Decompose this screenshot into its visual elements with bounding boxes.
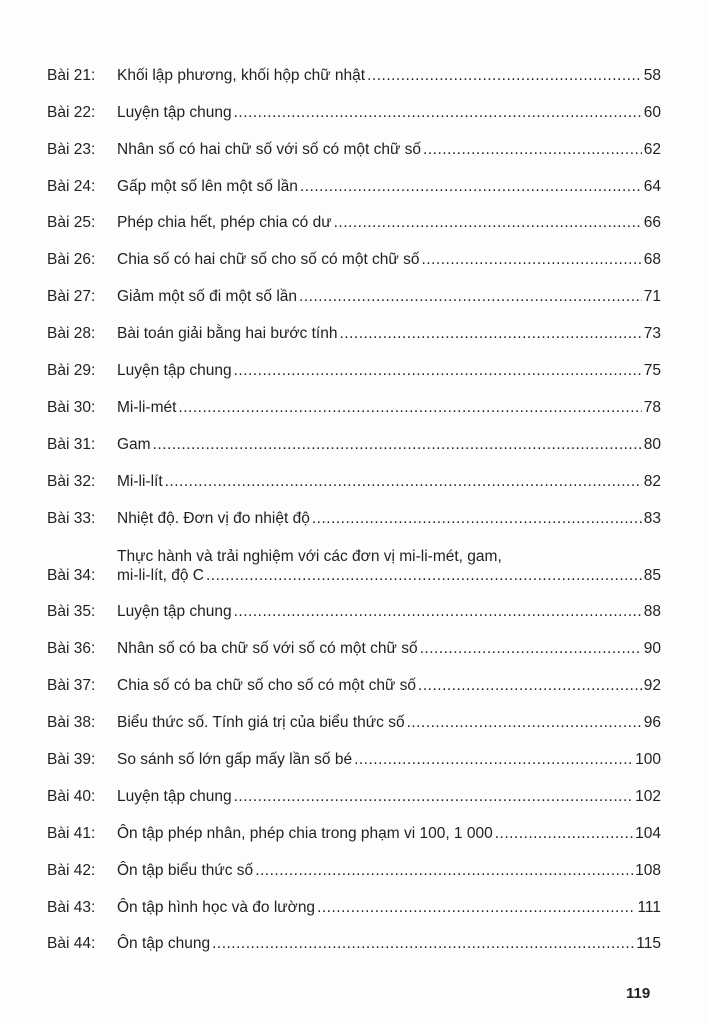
toc-entry[interactable]	[47, 85, 661, 122]
lesson-number: Bài 25:	[47, 214, 96, 232]
toc-entry[interactable]	[47, 732, 661, 769]
lesson-page-number: 115	[636, 935, 661, 953]
dot-leader	[234, 787, 634, 806]
lesson-number: Bài 44:	[47, 935, 96, 953]
lesson-number: Bài 37:	[47, 677, 96, 695]
toc-entry[interactable]	[47, 48, 661, 85]
lesson-title-line: Thực hành và trải nghiệm với các đơn vị mi-li-mét, gam,	[117, 547, 502, 565]
dot-leader	[212, 934, 634, 953]
toc-entry[interactable]	[47, 159, 661, 196]
lesson-number: Bài 23:	[47, 140, 96, 158]
lesson-page-number: 64	[643, 177, 661, 195]
toc-entry[interactable]	[47, 196, 661, 233]
lesson-title: Phép chia hết, phép chia có dư	[117, 214, 332, 232]
lesson-page-number: 102	[635, 787, 661, 805]
lesson-number: Bài 40:	[47, 787, 96, 805]
dot-leader	[312, 509, 642, 528]
dot-leader	[421, 250, 641, 269]
lesson-page-number: 60	[643, 103, 661, 121]
lesson-page-number: 75	[643, 362, 661, 380]
lesson-title: Ôn tập chung	[117, 935, 211, 953]
lesson-title: Nhiệt độ. Đơn vị đo nhiệt độ	[117, 509, 310, 527]
lesson-page-number: 78	[643, 398, 661, 416]
lesson-number: Bài 29:	[47, 362, 96, 380]
lesson-number: Bài 27:	[47, 288, 96, 306]
toc-entry[interactable]	[47, 232, 661, 269]
dot-leader	[299, 287, 642, 306]
lesson-number: Bài 38:	[47, 714, 96, 732]
table-of-contents	[47, 48, 661, 953]
lesson-number: Bài 22:	[47, 103, 96, 121]
lesson-number: Bài 32:	[47, 472, 96, 490]
lesson-title: Luyện tập chung	[117, 603, 232, 621]
lesson-title: mi-li-lít, độ C	[117, 566, 204, 584]
lesson-title: Chia số có ba chữ số cho số có một chữ số	[117, 677, 417, 695]
dot-leader	[255, 861, 633, 880]
toc-entry[interactable]	[47, 695, 661, 732]
lesson-page-number: 58	[643, 66, 661, 84]
lesson-title: Nhân số có hai chữ số với số có một chữ số	[117, 140, 422, 158]
lesson-page-number: 73	[643, 325, 661, 343]
toc-entry[interactable]	[47, 621, 661, 658]
lesson-title: Nhân số có ba chữ số với số có một chữ số	[117, 640, 418, 658]
toc-entry[interactable]	[47, 880, 661, 917]
lesson-number: Bài 26:	[47, 251, 96, 269]
lesson-title: Ôn tập biểu thức số	[117, 861, 254, 879]
lesson-number: Bài 30:	[47, 398, 96, 416]
toc-entry[interactable]	[47, 380, 661, 417]
dot-leader	[407, 713, 642, 732]
lesson-page-number: 104	[635, 824, 661, 842]
lesson-title: Bài toán giải bằng hai bước tính	[117, 325, 338, 343]
dot-leader	[234, 103, 642, 122]
lesson-title: Ôn tập phép nhân, phép chia trong phạm vi 100, 1 000	[117, 824, 493, 842]
page-number: 119	[626, 985, 651, 1002]
dot-leader	[153, 435, 642, 454]
toc-entry[interactable]	[47, 306, 661, 343]
lesson-number: Bài 36:	[47, 640, 96, 658]
dot-leader	[234, 361, 642, 380]
lesson-title: Khối lập phương, khối hộp chữ nhật	[117, 66, 366, 84]
lesson-page-number: 71	[643, 288, 661, 306]
lesson-title: Luyện tập chung	[117, 103, 232, 121]
dot-leader	[418, 676, 642, 695]
toc-entry[interactable]	[47, 269, 661, 306]
lesson-number: Bài 39:	[47, 751, 96, 769]
toc-entry[interactable]	[47, 585, 661, 622]
lesson-number: Bài 31:	[47, 435, 96, 453]
toc-entry[interactable]	[47, 491, 661, 528]
dot-leader	[206, 566, 642, 585]
toc-entry[interactable]	[47, 806, 661, 843]
lesson-title: So sánh số lớn gấp mấy lần số bé	[117, 751, 353, 769]
lesson-number: Bài 33:	[47, 509, 96, 527]
toc-entry[interactable]	[47, 528, 661, 585]
lesson-number: Bài 24:	[47, 177, 96, 195]
lesson-page-number: 85	[643, 566, 661, 584]
lesson-number: Bài 41:	[47, 824, 96, 842]
lesson-title: Luyện tập chung	[117, 787, 232, 805]
lesson-number: Bài 21:	[47, 66, 96, 84]
lesson-title: Chia số có hai chữ số cho số có một chữ số	[117, 251, 420, 269]
lesson-page-number: 66	[643, 214, 661, 232]
dot-leader	[317, 898, 635, 917]
lesson-page-number: 80	[643, 435, 661, 453]
lesson-page-number: 68	[643, 251, 661, 269]
dot-leader	[495, 824, 633, 843]
lesson-number: Bài 43:	[47, 898, 96, 916]
lesson-title: Luyện tập chung	[117, 362, 232, 380]
lesson-number: Bài 35:	[47, 603, 96, 621]
dot-leader	[334, 213, 642, 232]
dot-leader	[300, 177, 642, 196]
toc-entry[interactable]	[47, 769, 661, 806]
dot-leader	[354, 750, 633, 769]
toc-entry[interactable]	[47, 122, 661, 159]
toc-entry[interactable]	[47, 417, 661, 454]
lesson-page-number: 108	[635, 861, 661, 879]
lesson-page-number: 90	[643, 640, 661, 658]
lesson-title: Biểu thức số. Tính giá trị của biểu thức số	[117, 714, 405, 732]
lesson-page-number: 100	[635, 751, 661, 769]
dot-leader	[423, 140, 642, 159]
dot-leader	[367, 66, 642, 85]
dot-leader	[178, 398, 641, 417]
lesson-page-number: 96	[643, 714, 661, 732]
toc-entry[interactable]	[47, 658, 661, 695]
lesson-page-number: 92	[643, 677, 661, 695]
lesson-page-number: 111	[637, 898, 661, 916]
lesson-title: Gấp một số lên một số lần	[117, 177, 298, 195]
lesson-title: Giảm một số đi một số lần	[117, 288, 298, 306]
lesson-title: Mi-li-lít	[117, 472, 163, 490]
dot-leader	[234, 602, 642, 621]
lesson-number: Bài 28:	[47, 325, 96, 343]
lesson-title: Mi-li-mét	[117, 398, 177, 416]
lesson-page-number: 62	[643, 140, 661, 158]
dot-leader	[420, 639, 642, 658]
toc-entry[interactable]	[47, 917, 661, 954]
lesson-number: Bài 34:	[47, 566, 96, 584]
lesson-title: Gam	[117, 435, 151, 453]
dot-leader	[165, 472, 642, 491]
lesson-page-number: 83	[643, 509, 661, 527]
toc-entry[interactable]	[47, 454, 661, 491]
lesson-number: Bài 42:	[47, 861, 96, 879]
lesson-title: Ôn tập hình học và đo lường	[117, 898, 316, 916]
lesson-page-number: 82	[643, 472, 661, 490]
toc-entry[interactable]	[47, 843, 661, 880]
dot-leader	[339, 324, 641, 343]
lesson-page-number: 88	[643, 603, 661, 621]
toc-entry[interactable]	[47, 343, 661, 380]
